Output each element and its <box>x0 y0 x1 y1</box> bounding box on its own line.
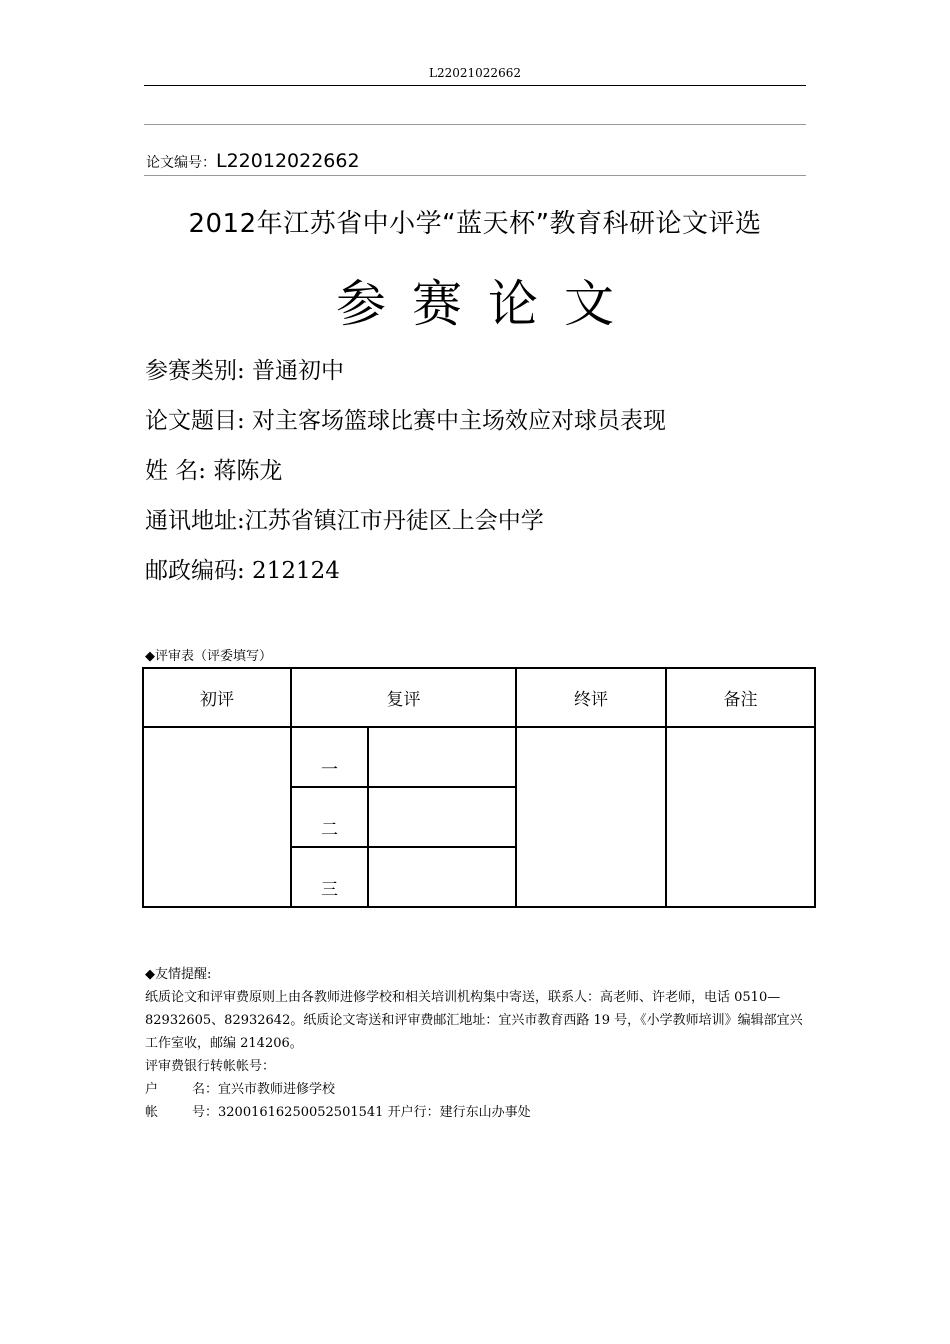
info-name: 姓 名: 蒋陈龙 <box>145 458 283 484</box>
header-initial-review: 初评 <box>143 668 291 727</box>
paper-number-label: 论文编号： <box>146 155 216 171</box>
round-label: 二 <box>321 819 338 840</box>
account-number-line <box>145 1101 815 1124</box>
review-table-label: ◆评审表（评委填写） <box>145 649 272 664</box>
round-label-cell <box>291 727 368 787</box>
round-label-cell <box>291 847 368 907</box>
info-topic: 论文题目: 对主客场篮球比赛中主场效应对球员表现 <box>145 408 667 434</box>
review-table <box>142 667 816 908</box>
header-remarks: 备注 <box>666 668 815 727</box>
account-name-label: 户 <box>145 1082 159 1097</box>
header-final-review: 终评 <box>516 668 666 727</box>
reminder-title: ◆友情提醒: <box>145 967 212 982</box>
account-name-line <box>145 1078 815 1101</box>
competition-title: 2012年江苏省中小学“蓝天杯”教育科研论文评选 <box>188 209 762 239</box>
round-score-cell[interactable] <box>368 727 516 787</box>
remarks-cell[interactable] <box>666 727 815 907</box>
info-address: 通讯地址:江苏省镇江市丹徒区上会中学 <box>145 508 544 534</box>
paper-number-value: L22012022662 <box>216 150 360 172</box>
round-label-cell <box>291 787 368 847</box>
round-label: 三 <box>321 879 338 900</box>
final-review-cell[interactable] <box>516 727 666 907</box>
initial-review-cell[interactable] <box>143 727 291 907</box>
paper-number <box>146 150 360 172</box>
account-number-value: 号：32001616250052501541 开户行：建行东山办事处 <box>192 1105 531 1120</box>
reminder-section <box>145 963 815 1124</box>
divider-top <box>144 124 806 125</box>
review-row <box>143 727 815 787</box>
info-category: 参赛类别: 普通初中 <box>145 358 345 384</box>
bank-account-title: 评审费银行转帐帐号： <box>145 1059 276 1074</box>
header-rule <box>144 85 806 86</box>
account-number-label: 帐 <box>145 1105 159 1120</box>
header-second-review: 复评 <box>291 668 516 727</box>
round-score-cell[interactable] <box>368 847 516 907</box>
round-label: 一 <box>321 759 338 780</box>
divider-paper-number <box>144 175 806 176</box>
main-title: 参赛论文 <box>336 275 640 333</box>
info-postcode: 邮政编码: 212124 <box>145 558 340 584</box>
round-score-cell[interactable] <box>368 787 516 847</box>
header-code: L22021022662 <box>429 66 521 80</box>
account-name-value: 名：宜兴市教师进修学校 <box>192 1082 336 1097</box>
review-header-row <box>143 668 815 727</box>
reminder-body: 纸质论文和评审费原则上由各教师进修学校和相关培训机构集中寄送，联系人：高老师、许老师，电话 0510—82932605、82932642。纸质论文寄送和评审费邮汇地址：宜兴市教育西路 19 号，《小学教师培训》编辑部宜兴工作室收，邮编 214206。 <box>145 990 803 1051</box>
